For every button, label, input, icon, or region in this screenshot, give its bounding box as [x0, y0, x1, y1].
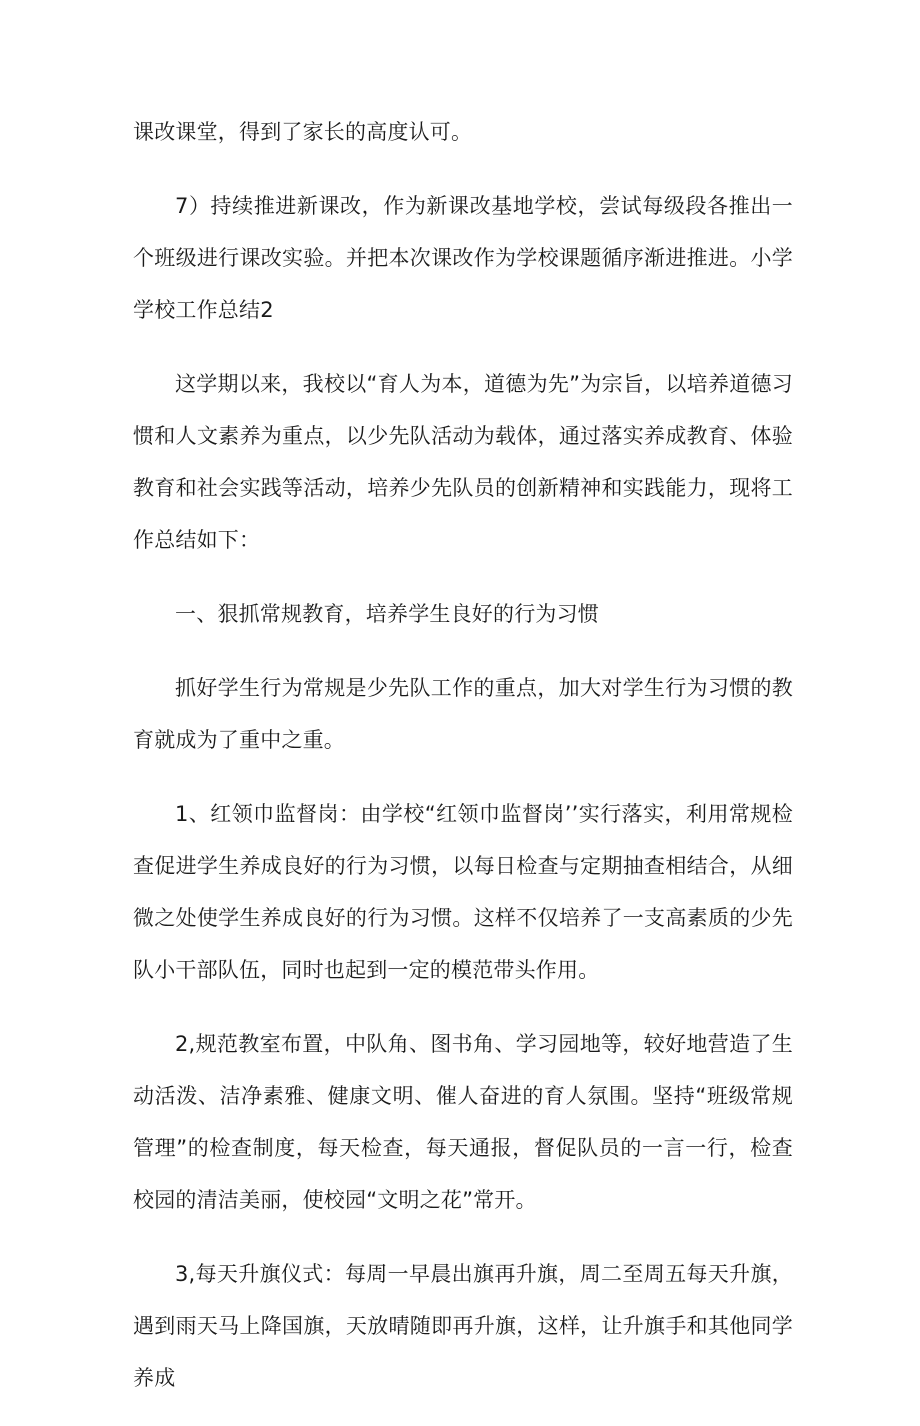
document-body	[133, 106, 793, 1426]
paragraph-7: 2,规范教室布置，中队角、图书角、学习园地等，较好地营造了生动活泼、洁净素雅、健康文明、催人奋进的育人氛围。坚持“班级常规管理”的检查制度，每天检查，每天通报，督促队员的一言一行，检查校园的清洁美丽，使校园“文明之花”常开。	[133, 1032, 793, 1212]
paragraph-8: 3,每天升旗仪式：每周一早晨出旗再升旗，周二至周五每天升旗，遇到雨天马上降国旗，天放晴随即再升旗，这样，让升旗手和其他同学养成	[133, 1262, 793, 1390]
paragraph-2: 7）持续推进新课改，作为新课改基地学校，尝试每级段各推出一个班级进行课改实验。并把本次课改作为学校课题循序渐进推进。小学学校工作总结2	[133, 194, 793, 322]
paragraph-6: 1、红领巾监督岗：由学校“红领巾监督岗’’实行落实，利用常规检查促进学生养成良好的行为习惯，以每日检查与定期抽查相结合，从细微之处使学生养成良好的行为习惯。这样不仅培养了一支高素质的少先队小干部队伍，同时也起到一定的模范带头作用。	[133, 802, 793, 982]
section-heading-1: 一、狠抓常规教育，培养学生良好的行为习惯	[175, 602, 599, 626]
paragraph-5: 抓好学生行为常规是少先队工作的重点，加大对学生行为习惯的教育就成为了重中之重。	[133, 676, 793, 752]
paragraph-1: 课改课堂，得到了家长的高度认可。	[133, 120, 473, 144]
paragraph-3: 这学期以来，我校以“育人为本，道德为先”为宗旨，以培养道德习惯和人文素养为重点，以少先队活动为载体，通过落实养成教育、体验教育和社会实践等活动，培养少先队员的创新精神和实践能力，现将工作总结如下：	[133, 372, 793, 552]
